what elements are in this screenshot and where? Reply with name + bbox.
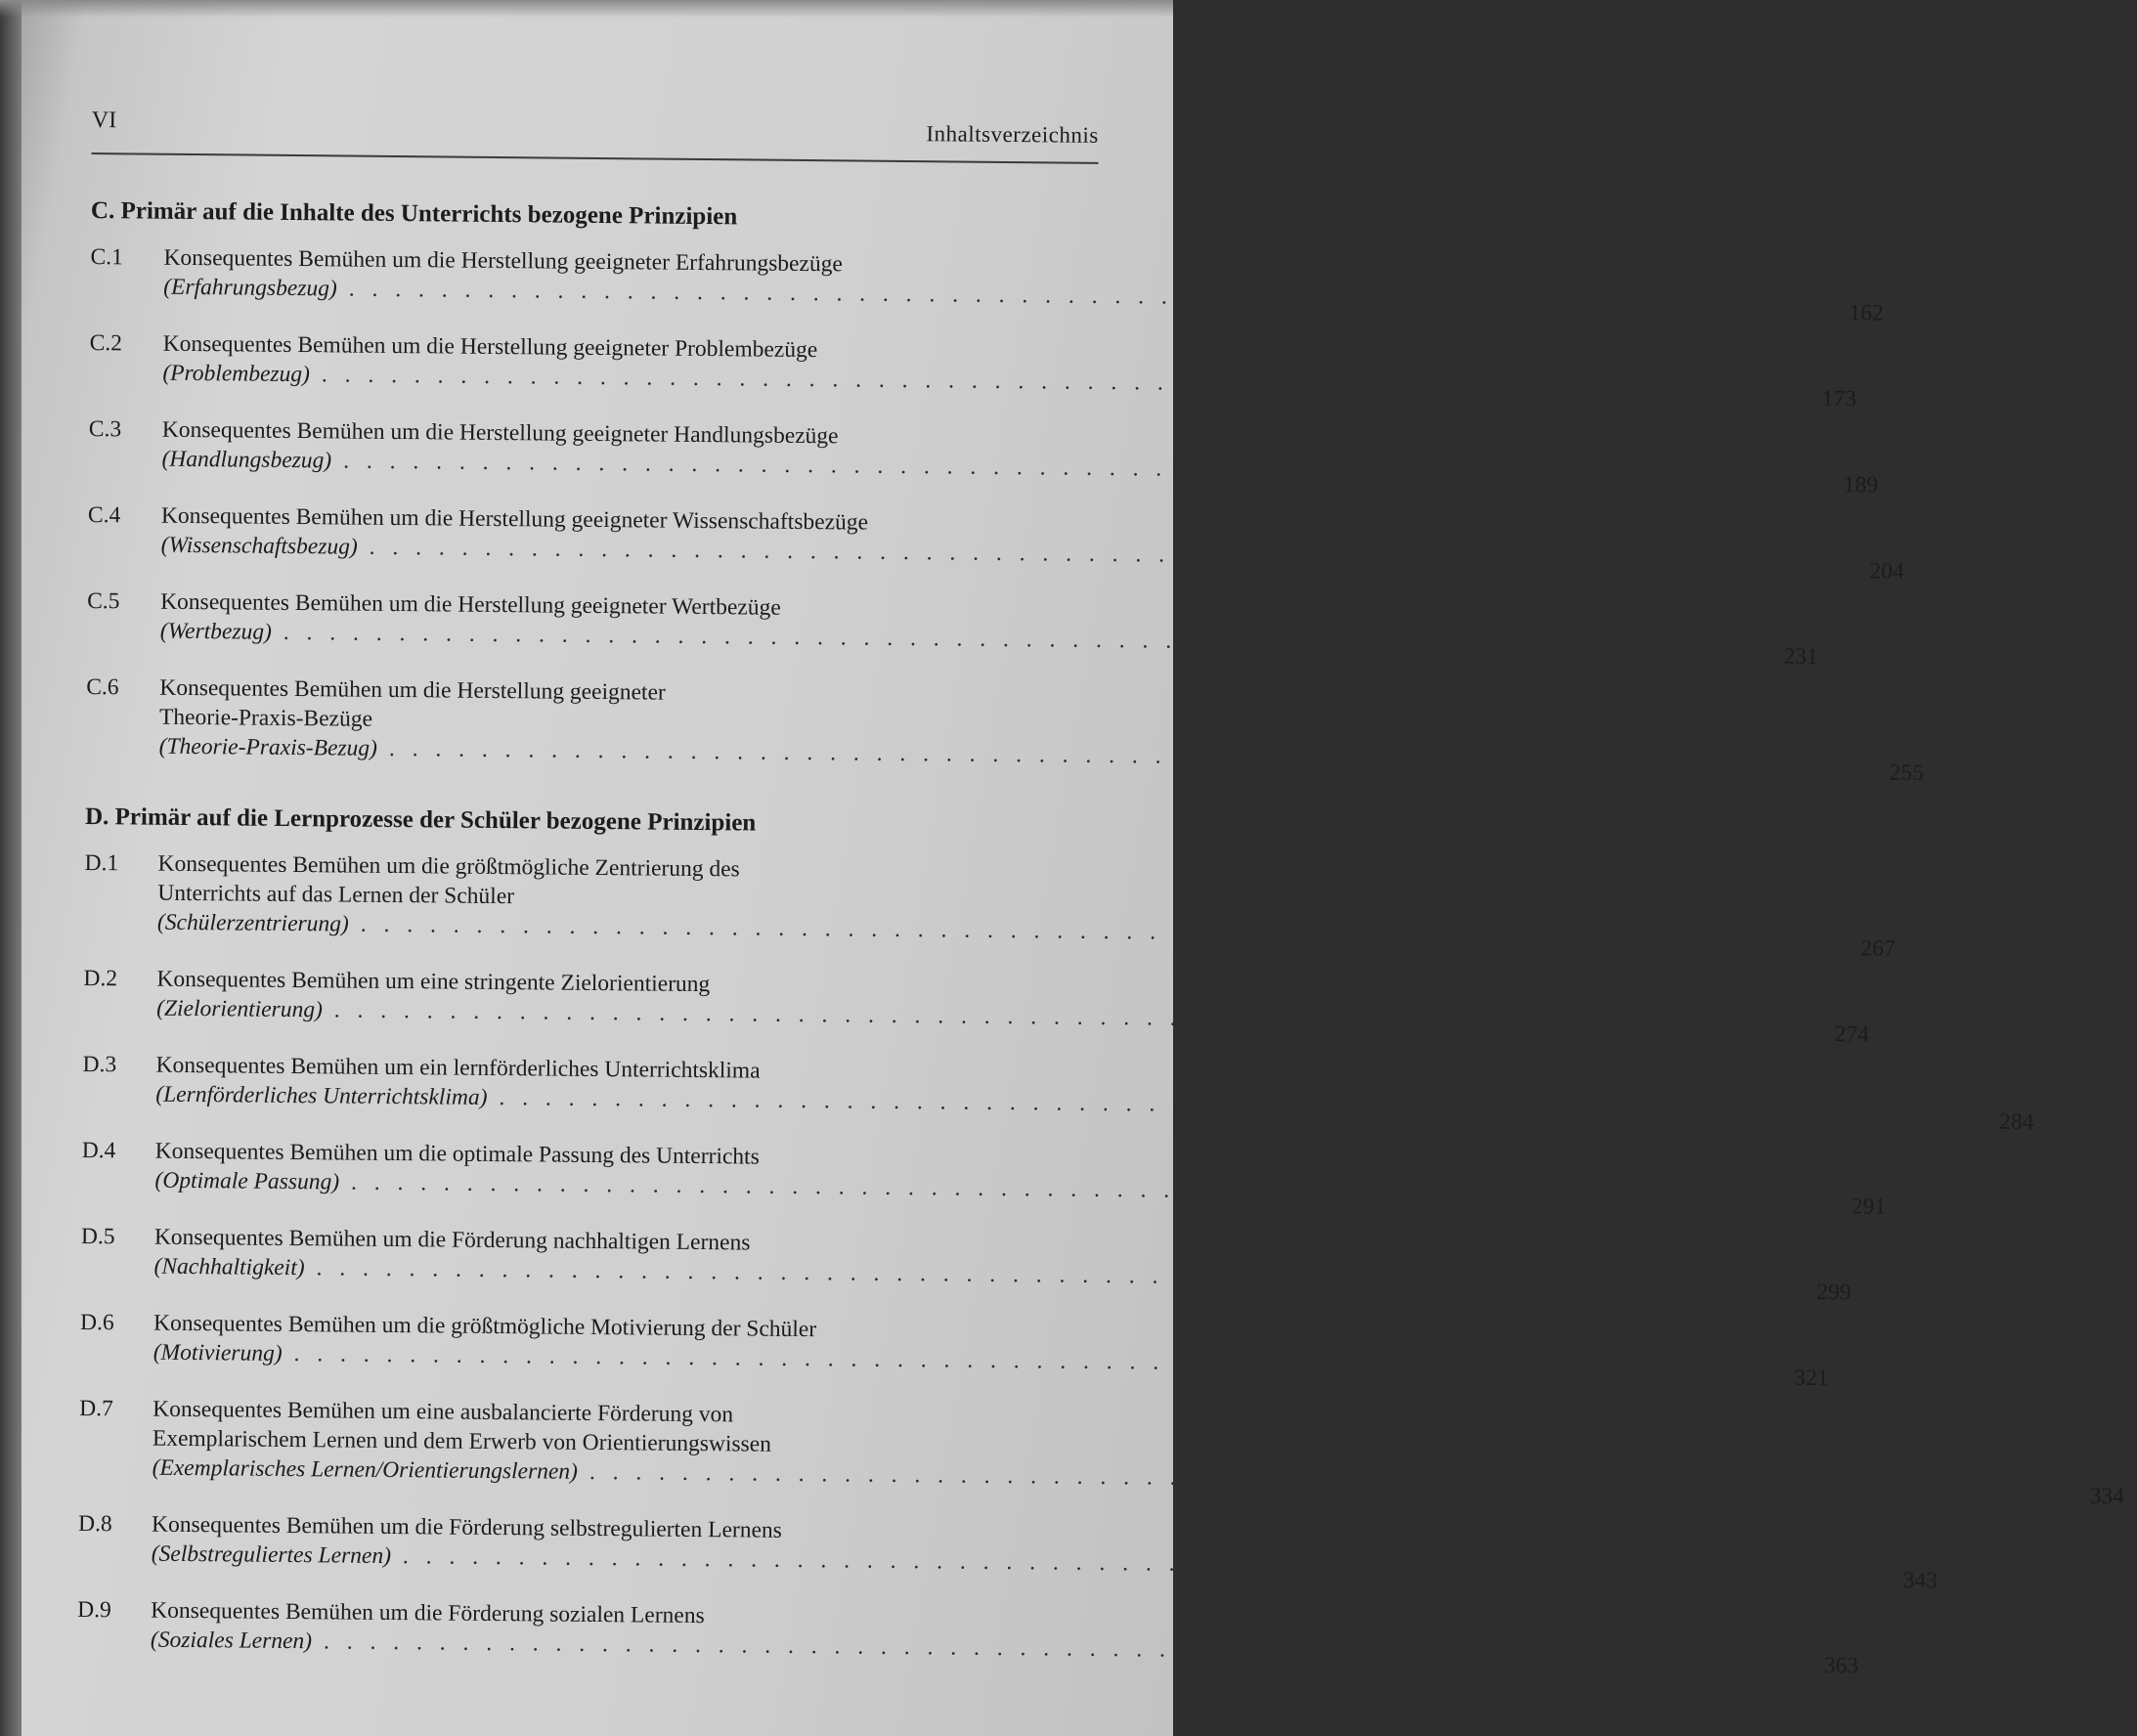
toc-entry[interactable] [86, 673, 1925, 787]
entry-short-title: (Handlungsbezug) [161, 446, 332, 474]
entry-body [156, 849, 1897, 962]
entry-body [150, 1596, 1859, 1679]
entry-page-number: 189 [1843, 472, 1879, 499]
entry-title-line: Konsequentes Bemühen um die größtmögliche Motivierung der Schüler [153, 1310, 817, 1343]
entry-page-number: 162 [1849, 300, 1884, 326]
entry-short-title: (Lernförderliches Unterrichtsklima) [155, 1081, 488, 1110]
entry-body [158, 673, 1925, 787]
entry-number: C.3 [88, 415, 122, 443]
entry-short-title: (Schülerzentrierung) [156, 909, 349, 937]
toc-section-d [77, 803, 2125, 1679]
entry-body [153, 1309, 1829, 1392]
section-heading: D. Primär auf die Lernprozesse der Schüler bezogene Prinzipien [84, 803, 757, 837]
entry-body [163, 243, 1884, 326]
entry-short-title: (Problembezug) [162, 360, 311, 388]
entry-title-line: Konsequentes Bemühen um die Herstellung geeigneter Handlungsbezüge [161, 416, 839, 450]
entry-title-line: Konsequentes Bemühen um die Herstellung geeigneter [159, 674, 666, 706]
toc-entry[interactable] [89, 328, 1857, 412]
entry-body [155, 1051, 2034, 1136]
entry-title-line: Konsequentes Bemühen um die Förderung selbstregulierten Lernens [151, 1511, 782, 1543]
entry-number: D.2 [83, 965, 118, 992]
page-number: VI [91, 108, 117, 134]
toc-entry[interactable] [87, 500, 1904, 585]
toc-entry[interactable] [77, 1509, 1939, 1594]
entry-page-number: 173 [1821, 386, 1857, 412]
running-title: Inhaltsverzeichnis [926, 121, 1099, 148]
entry-body [160, 501, 1905, 585]
entry-page-number: 299 [1816, 1279, 1852, 1306]
entry-title-line: Konsequentes Bemühen um eine ausbalancierte Förderung von [153, 1396, 734, 1428]
entry-number: D.1 [84, 849, 119, 877]
entry-number: D.6 [79, 1309, 114, 1336]
toc-entry[interactable] [81, 1136, 1887, 1220]
entry-title-line: Konsequentes Bemühen um die Förderung nachhaltigen Lernens [153, 1224, 751, 1256]
entry-title-line: Theorie-Praxis-Bezüge [158, 704, 373, 732]
entry-page-number: 274 [1834, 1021, 1869, 1048]
entry-short-title: (Motivierung) [153, 1339, 283, 1367]
page-top-shadow [0, 0, 1173, 18]
entry-page-number: 321 [1794, 1365, 1829, 1392]
toc-section-c [86, 196, 1925, 787]
entry-body [159, 587, 1819, 670]
entry-title-line: Konsequentes Bemühen um die optimale Passung des Unterrichts [154, 1138, 760, 1170]
entry-short-title: (Wissenschaftsbezug) [160, 532, 358, 560]
page-binding-shadow [0, 0, 22, 1736]
toc-entry[interactable] [88, 414, 1879, 499]
entry-body [156, 965, 1869, 1048]
entry-body [162, 329, 1857, 412]
entry-title-line: Konsequentes Bemühen um die Herstellung geeigneter Wertbezüge [160, 588, 781, 621]
entry-number: C.1 [90, 243, 123, 271]
entry-page-number: 284 [1999, 1108, 2034, 1136]
toc-entry-list [77, 848, 2125, 1679]
running-head [92, 108, 1099, 164]
entry-page-number: 267 [1860, 935, 1896, 962]
entry-body [154, 1137, 1887, 1220]
entry-title-line: Konsequentes Bemühen um ein lernförderliches Unterrichtsklima [155, 1052, 761, 1084]
entry-number: C.4 [87, 501, 121, 529]
entry-body [152, 1395, 2125, 1510]
toc-entry[interactable] [90, 242, 1884, 326]
toc-entry[interactable] [77, 1595, 1859, 1679]
entry-title-line: Konsequentes Bemühen um die Herstellung geeigneter Problembezüge [162, 330, 818, 364]
entry-page-number: 231 [1783, 643, 1818, 670]
entry-short-title: (Wertbezug) [159, 618, 272, 645]
entry-number: C.5 [87, 587, 120, 615]
toc-entry[interactable] [82, 1050, 2034, 1136]
entry-number: C.6 [86, 673, 119, 701]
section-heading: C. Primär auf die Inhalte des Unterrichts bezogene Prinzipien [90, 196, 738, 231]
entry-body [153, 1223, 1852, 1306]
entry-number: D.9 [77, 1596, 111, 1624]
entry-page-number: 363 [1823, 1653, 1859, 1679]
entry-title-line: Konsequentes Bemühen um die Herstellung geeigneter Erfahrungsbezüge [163, 244, 843, 278]
entry-short-title: (Zielorientierung) [156, 995, 323, 1023]
entry-title-line: Exemplarischem Lernen und dem Erwerb von Orientierungswissen [152, 1425, 772, 1457]
entry-page-number: 204 [1869, 558, 1904, 585]
toc-content [77, 108, 2125, 1691]
entry-title-line: Konsequentes Bemühen um die Förderung sozialen Lernens [151, 1597, 705, 1629]
entry-title-line: Konsequentes Bemühen um die größtmögliche Zentrierung des [157, 850, 740, 883]
entry-short-title: (Theorie-Praxis-Bezug) [158, 733, 378, 761]
entry-number: D.4 [81, 1137, 116, 1164]
toc-entry[interactable] [80, 1222, 1852, 1306]
entry-title-line: Unterrichts auf das Lernen der Schüler [157, 880, 515, 910]
entry-short-title: (Selbstreguliertes Lernen) [151, 1541, 392, 1570]
entry-number: D.7 [79, 1395, 113, 1422]
entry-page-number: 291 [1851, 1194, 1887, 1220]
entry-short-title: (Optimale Passung) [154, 1167, 340, 1195]
entry-page-number: 343 [1902, 1567, 1939, 1594]
entry-short-title: (Soziales Lernen) [150, 1627, 313, 1655]
entry-number: D.8 [77, 1510, 112, 1538]
entry-short-title: (Exemplarisches Lernen/Orientierungslernen) [152, 1454, 579, 1485]
entry-title-line: Konsequentes Bemühen um eine stringente Zielorientierung [156, 966, 711, 998]
entry-short-title: (Erfahrungsbezug) [163, 274, 337, 302]
entry-page-number: 334 [2089, 1483, 2125, 1510]
toc-entry-list [86, 242, 1925, 787]
entry-number: D.3 [82, 1051, 117, 1078]
entry-number: C.2 [89, 329, 123, 357]
toc-entry[interactable] [84, 848, 1896, 962]
entry-body [151, 1510, 1939, 1594]
entry-title-line: Konsequentes Bemühen um die Herstellung geeigneter Wissenschaftsbezüge [160, 502, 869, 536]
entry-number: D.5 [80, 1223, 115, 1250]
entry-short-title: (Nachhaltigkeit) [153, 1253, 305, 1281]
toc-entry[interactable] [79, 1308, 1829, 1392]
entry-body [161, 415, 1879, 499]
toc-entry[interactable] [87, 586, 1818, 670]
entry-page-number: 255 [1889, 760, 1925, 787]
toc-entry[interactable] [83, 964, 1869, 1048]
toc-entry[interactable] [79, 1394, 2125, 1510]
